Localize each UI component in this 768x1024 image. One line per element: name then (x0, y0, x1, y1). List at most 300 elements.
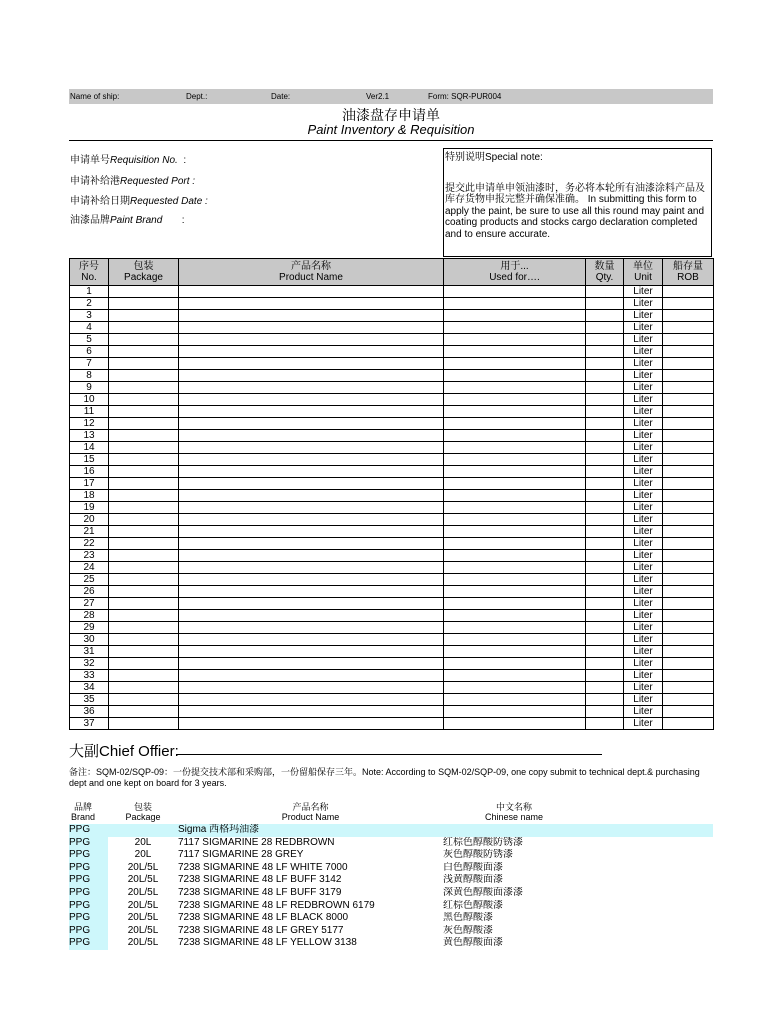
entry-cell[interactable] (586, 706, 624, 718)
row-number: 23 (70, 550, 109, 562)
list-chinese-cell: 浅黄醇酸面漆 (443, 874, 503, 886)
entry-cell[interactable] (179, 454, 444, 466)
entry-cell[interactable] (179, 682, 444, 694)
entry-cell[interactable] (179, 634, 444, 646)
entry-cell[interactable] (179, 406, 444, 418)
entry-cell[interactable] (586, 442, 624, 454)
entry-cell[interactable] (444, 538, 586, 550)
entry-cell[interactable] (179, 550, 444, 562)
table-row (70, 346, 714, 358)
entry-cell[interactable] (179, 310, 444, 322)
unit-cell: Liter (624, 322, 663, 334)
entry-cell[interactable] (109, 370, 179, 382)
entry-cell[interactable] (179, 538, 444, 550)
row-number: 21 (70, 526, 109, 538)
entry-cell[interactable] (444, 286, 586, 298)
entry-cell[interactable] (586, 334, 624, 346)
entry-cell[interactable] (586, 646, 624, 658)
entry-cell[interactable] (444, 598, 586, 610)
entry-cell[interactable] (444, 394, 586, 406)
unit-cell: Liter (624, 298, 663, 310)
entry-cell[interactable] (444, 490, 586, 502)
list-package-cell (108, 824, 178, 837)
entry-cell[interactable] (663, 310, 714, 322)
row-number: 14 (70, 442, 109, 454)
entry-cell[interactable] (444, 346, 586, 358)
table-row (70, 550, 714, 562)
entry-cell[interactable] (179, 322, 444, 334)
row-number: 6 (70, 346, 109, 358)
list-brand-cell: PPG (69, 837, 108, 850)
list-header-chinese: 中文名称 Chinese name (484, 802, 544, 822)
entry-cell[interactable] (444, 502, 586, 514)
unit-cell: Liter (624, 346, 663, 358)
unit-cell: Liter (624, 418, 663, 430)
entry-cell[interactable] (586, 550, 624, 562)
entry-cell[interactable] (663, 502, 714, 514)
entry-cell[interactable] (663, 406, 714, 418)
unit-cell: Liter (624, 550, 663, 562)
entry-cell[interactable] (444, 610, 586, 622)
entry-cell[interactable] (444, 526, 586, 538)
list-package-cell: 20L/5L (127, 874, 159, 886)
entry-cell[interactable] (444, 514, 586, 526)
list-package-cell: 20L/5L (127, 861, 159, 873)
entry-cell[interactable] (109, 658, 179, 670)
unit-cell: Liter (624, 358, 663, 370)
entry-cell[interactable] (586, 538, 624, 550)
signature-line[interactable] (176, 754, 602, 755)
entry-cell[interactable] (586, 394, 624, 406)
entry-cell[interactable] (444, 586, 586, 598)
row-number: 1 (70, 286, 109, 298)
entry-cell[interactable] (109, 538, 179, 550)
entry-cell[interactable] (109, 454, 179, 466)
entry-cell[interactable] (663, 334, 714, 346)
entry-cell[interactable] (663, 478, 714, 490)
entry-cell[interactable] (663, 358, 714, 370)
entry-cell[interactable] (109, 514, 179, 526)
entry-cell[interactable] (444, 406, 586, 418)
row-number: 19 (70, 502, 109, 514)
entry-cell[interactable] (586, 634, 624, 646)
entry-cell[interactable] (179, 430, 444, 442)
entry-cell[interactable] (444, 478, 586, 490)
column-header-usedfor: 用于... Used for…. (444, 259, 586, 286)
table-row (70, 334, 714, 346)
table-row (70, 634, 714, 646)
chief-officer-signature-label: 大副Chief Offier: (69, 743, 179, 760)
entry-cell[interactable] (663, 418, 714, 430)
list-brand-cell: PPG (69, 887, 108, 900)
entry-cell[interactable] (663, 718, 714, 730)
list-package-cell: 20L/5L (127, 912, 159, 924)
entry-cell[interactable] (179, 694, 444, 706)
list-product-cell: 7238 SIGMARINE 48 LF BLACK 8000 (178, 912, 349, 924)
row-number: 22 (70, 538, 109, 550)
list-package-cell: 20L/5L (127, 924, 159, 936)
form-code-label: Form: SQR-PUR004 (428, 92, 502, 101)
entry-cell[interactable] (179, 382, 444, 394)
entry-cell[interactable] (109, 382, 179, 394)
entry-cell[interactable] (586, 418, 624, 430)
entry-cell[interactable] (109, 574, 179, 586)
entry-cell[interactable] (586, 562, 624, 574)
entry-cell[interactable] (179, 418, 444, 430)
entry-cell[interactable] (444, 322, 586, 334)
list-header-package: 包装 Package (125, 802, 161, 822)
special-note-title: 特别说明Special note: (445, 152, 543, 163)
row-number: 17 (70, 478, 109, 490)
list-item (69, 887, 713, 900)
unit-cell: Liter (624, 538, 663, 550)
entry-cell[interactable] (444, 442, 586, 454)
entry-cell[interactable] (663, 454, 714, 466)
row-number: 33 (70, 670, 109, 682)
unit-cell: Liter (624, 562, 663, 574)
entry-cell[interactable] (109, 586, 179, 598)
table-row (70, 514, 714, 526)
entry-cell[interactable] (109, 286, 179, 298)
row-number: 15 (70, 454, 109, 466)
row-number: 24 (70, 562, 109, 574)
table-header-row (70, 259, 714, 286)
entry-cell[interactable] (179, 514, 444, 526)
entry-cell[interactable] (179, 334, 444, 346)
entry-cell[interactable] (109, 670, 179, 682)
entry-cell[interactable] (179, 586, 444, 598)
entry-cell[interactable] (109, 358, 179, 370)
row-number: 25 (70, 574, 109, 586)
entry-cell[interactable] (586, 718, 624, 730)
table-row (70, 358, 714, 370)
entry-cell[interactable] (663, 442, 714, 454)
list-product-cell: 7238 SIGMARINE 48 LF GREY 5177 (178, 924, 344, 936)
list-chinese-cell: 白色醇酸面漆 (443, 861, 503, 873)
entry-cell[interactable] (663, 694, 714, 706)
entry-cell[interactable] (663, 394, 714, 406)
ship-name-label: Name of ship: (70, 92, 120, 101)
entry-cell[interactable] (444, 682, 586, 694)
entry-cell[interactable] (586, 346, 624, 358)
entry-cell[interactable] (179, 526, 444, 538)
entry-cell[interactable] (663, 382, 714, 394)
list-brand-cell: PPG (69, 912, 108, 925)
table-row (70, 586, 714, 598)
entry-cell[interactable] (663, 586, 714, 598)
table-row (70, 562, 714, 574)
entry-cell[interactable] (444, 670, 586, 682)
entry-cell[interactable] (109, 298, 179, 310)
entry-cell[interactable] (109, 406, 179, 418)
entry-cell[interactable] (109, 346, 179, 358)
table-row (70, 502, 714, 514)
entry-cell[interactable] (179, 466, 444, 478)
entry-cell[interactable] (663, 706, 714, 718)
table-row (70, 610, 714, 622)
entry-cell[interactable] (109, 502, 179, 514)
entry-cell[interactable] (586, 466, 624, 478)
list-brand-cell: PPG (69, 925, 108, 938)
entry-cell[interactable] (663, 298, 714, 310)
entry-cell[interactable] (444, 562, 586, 574)
entry-cell[interactable] (586, 478, 624, 490)
entry-cell[interactable] (179, 646, 444, 658)
entry-cell[interactable] (444, 574, 586, 586)
entry-cell[interactable] (663, 658, 714, 670)
table-row (70, 442, 714, 454)
entry-cell[interactable] (586, 382, 624, 394)
list-item (69, 849, 713, 862)
entry-cell[interactable] (179, 718, 444, 730)
entry-cell[interactable] (109, 334, 179, 346)
entry-cell[interactable] (109, 394, 179, 406)
list-chinese-cell: 红棕色醇酸漆 (443, 899, 503, 911)
list-brand-cell: PPG (69, 824, 108, 837)
entry-cell[interactable] (444, 382, 586, 394)
entry-cell[interactable] (663, 346, 714, 358)
entry-cell[interactable] (179, 610, 444, 622)
unit-cell: Liter (624, 634, 663, 646)
entry-cell[interactable] (663, 466, 714, 478)
entry-cell[interactable] (109, 478, 179, 490)
entry-cell[interactable] (586, 286, 624, 298)
unit-cell: Liter (624, 610, 663, 622)
unit-cell: Liter (624, 646, 663, 658)
table-row (70, 694, 714, 706)
row-number: 27 (70, 598, 109, 610)
table-row (70, 658, 714, 670)
list-header-brand: 品牌 Brand (70, 802, 96, 822)
list-chinese-cell: 黄色醇酸面漆 (443, 937, 503, 949)
requisition-table (69, 258, 714, 730)
row-number: 8 (70, 370, 109, 382)
entry-cell[interactable] (586, 658, 624, 670)
table-row (70, 454, 714, 466)
table-row (70, 574, 714, 586)
unit-cell: Liter (624, 682, 663, 694)
entry-cell[interactable] (586, 514, 624, 526)
entry-cell[interactable] (444, 634, 586, 646)
entry-cell[interactable] (179, 574, 444, 586)
entry-cell[interactable] (109, 622, 179, 634)
entry-cell[interactable] (179, 478, 444, 490)
entry-cell[interactable] (586, 430, 624, 442)
entry-cell[interactable] (444, 550, 586, 562)
entry-cell[interactable] (586, 622, 624, 634)
unit-cell: Liter (624, 502, 663, 514)
table-row (70, 490, 714, 502)
entry-cell[interactable] (109, 418, 179, 430)
unit-cell: Liter (624, 586, 663, 598)
entry-cell[interactable] (586, 298, 624, 310)
row-number: 11 (70, 406, 109, 418)
entry-cell[interactable] (586, 586, 624, 598)
entry-cell[interactable] (444, 418, 586, 430)
entry-cell[interactable] (444, 334, 586, 346)
entry-cell[interactable] (109, 634, 179, 646)
entry-cell[interactable] (444, 706, 586, 718)
list-product-cell: 7238 SIGMARINE 48 LF BUFF 3179 (178, 886, 342, 898)
list-item (69, 900, 713, 913)
unit-cell: Liter (624, 286, 663, 298)
entry-cell[interactable] (444, 646, 586, 658)
entry-cell[interactable] (663, 562, 714, 574)
entry-cell[interactable] (586, 454, 624, 466)
row-number: 28 (70, 610, 109, 622)
entry-cell[interactable] (663, 598, 714, 610)
table-row (70, 718, 714, 730)
entry-cell[interactable] (179, 490, 444, 502)
entry-cell[interactable] (109, 490, 179, 502)
row-number: 12 (70, 418, 109, 430)
table-row (70, 370, 714, 382)
table-row (70, 622, 714, 634)
entry-cell[interactable] (663, 670, 714, 682)
entry-cell[interactable] (663, 550, 714, 562)
entry-cell[interactable] (663, 370, 714, 382)
dept-label: Dept.: (186, 92, 208, 101)
list-product-cell: 7238 SIGMARINE 48 LF REDBROWN 6179 (178, 899, 375, 911)
unit-cell: Liter (624, 622, 663, 634)
entry-cell[interactable] (444, 298, 586, 310)
unit-cell: Liter (624, 526, 663, 538)
entry-cell[interactable] (663, 634, 714, 646)
entry-cell[interactable] (663, 490, 714, 502)
entry-cell[interactable] (179, 370, 444, 382)
table-body (70, 286, 714, 730)
unit-cell: Liter (624, 670, 663, 682)
entry-cell[interactable] (179, 706, 444, 718)
entry-cell[interactable] (179, 358, 444, 370)
unit-cell: Liter (624, 490, 663, 502)
entry-cell[interactable] (179, 502, 444, 514)
entry-cell[interactable] (663, 514, 714, 526)
entry-cell[interactable] (109, 562, 179, 574)
entry-cell[interactable] (663, 538, 714, 550)
entry-cell[interactable] (179, 394, 444, 406)
entry-cell[interactable] (663, 286, 714, 298)
list-chinese-cell: 黑色醇酸漆 (443, 912, 493, 924)
date-label: Date: (271, 92, 291, 101)
entry-cell[interactable] (109, 310, 179, 322)
requested-date-field[interactable]: 申请补给日期Requested Date : (70, 196, 208, 207)
entry-cell[interactable] (586, 370, 624, 382)
entry-cell[interactable] (586, 406, 624, 418)
product-list-table (69, 824, 713, 950)
list-brand-cell: PPG (69, 862, 108, 875)
entry-cell[interactable] (179, 670, 444, 682)
entry-cell[interactable] (586, 574, 624, 586)
entry-cell[interactable] (586, 322, 624, 334)
title-divider (69, 140, 713, 141)
entry-cell[interactable] (179, 286, 444, 298)
unit-cell: Liter (624, 658, 663, 670)
entry-cell[interactable] (179, 346, 444, 358)
table-row (70, 382, 714, 394)
entry-cell[interactable] (109, 694, 179, 706)
table-row (70, 310, 714, 322)
paint-brand-field[interactable]: 油漆品牌Paint Brand : (70, 215, 185, 226)
row-number: 9 (70, 382, 109, 394)
requisition-no-field[interactable]: 申请单号Requisition No. : (70, 155, 187, 166)
entry-cell[interactable] (586, 670, 624, 682)
requested-port-field[interactable]: 申请补给港Requested Port : (70, 176, 196, 187)
entry-cell[interactable] (179, 658, 444, 670)
entry-cell[interactable] (109, 442, 179, 454)
entry-cell[interactable] (663, 610, 714, 622)
entry-cell[interactable] (444, 454, 586, 466)
row-number: 2 (70, 298, 109, 310)
entry-cell[interactable] (444, 430, 586, 442)
list-product-cell: 7117 SIGMARINE 28 REDBROWN (178, 836, 335, 848)
unit-cell: Liter (624, 442, 663, 454)
entry-cell[interactable] (109, 466, 179, 478)
entry-cell[interactable] (444, 658, 586, 670)
entry-cell[interactable] (663, 322, 714, 334)
entry-cell[interactable] (586, 358, 624, 370)
entry-cell[interactable] (109, 322, 179, 334)
entry-cell[interactable] (444, 310, 586, 322)
list-chinese-cell (443, 824, 713, 837)
entry-cell[interactable] (663, 430, 714, 442)
entry-cell[interactable] (444, 622, 586, 634)
entry-cell[interactable] (586, 682, 624, 694)
entry-cell[interactable] (179, 598, 444, 610)
entry-cell[interactable] (444, 370, 586, 382)
entry-cell[interactable] (586, 526, 624, 538)
entry-cell[interactable] (109, 526, 179, 538)
entry-cell[interactable] (179, 298, 444, 310)
unit-cell: Liter (624, 706, 663, 718)
entry-cell[interactable] (109, 598, 179, 610)
entry-cell[interactable] (109, 550, 179, 562)
entry-cell[interactable] (109, 706, 179, 718)
footnote: 备注：SQM-02/SQP-09：一份提交技术部和采购部，一份留船保存三年。Note: According to SQM-02/SQP-09, one copy submit to technical dept.& purchasing dept and one kept on board for 3 years. (69, 767, 700, 788)
entry-cell[interactable] (109, 646, 179, 658)
row-number: 3 (70, 310, 109, 322)
entry-cell[interactable] (109, 682, 179, 694)
entry-cell[interactable] (663, 646, 714, 658)
entry-cell[interactable] (586, 598, 624, 610)
title-english: Paint Inventory & Requisition (307, 122, 475, 137)
entry-cell[interactable] (586, 490, 624, 502)
entry-cell[interactable] (586, 610, 624, 622)
list-item (69, 912, 713, 925)
entry-cell[interactable] (109, 610, 179, 622)
entry-cell[interactable] (179, 562, 444, 574)
table-row (70, 394, 714, 406)
entry-cell[interactable] (663, 574, 714, 586)
list-item (69, 925, 713, 938)
entry-cell[interactable] (109, 430, 179, 442)
entry-cell[interactable] (586, 502, 624, 514)
entry-cell[interactable] (444, 718, 586, 730)
entry-cell[interactable] (586, 310, 624, 322)
entry-cell[interactable] (444, 694, 586, 706)
entry-cell[interactable] (663, 682, 714, 694)
list-product-cell: 7238 SIGMARINE 48 LF YELLOW 3138 (178, 937, 357, 949)
entry-cell[interactable] (444, 466, 586, 478)
entry-cell[interactable] (663, 622, 714, 634)
list-brand-cell: PPG (69, 900, 108, 913)
entry-cell[interactable] (663, 526, 714, 538)
entry-cell[interactable] (179, 622, 444, 634)
entry-cell[interactable] (444, 358, 586, 370)
entry-cell[interactable] (179, 442, 444, 454)
entry-cell[interactable] (109, 718, 179, 730)
entry-cell[interactable] (586, 694, 624, 706)
